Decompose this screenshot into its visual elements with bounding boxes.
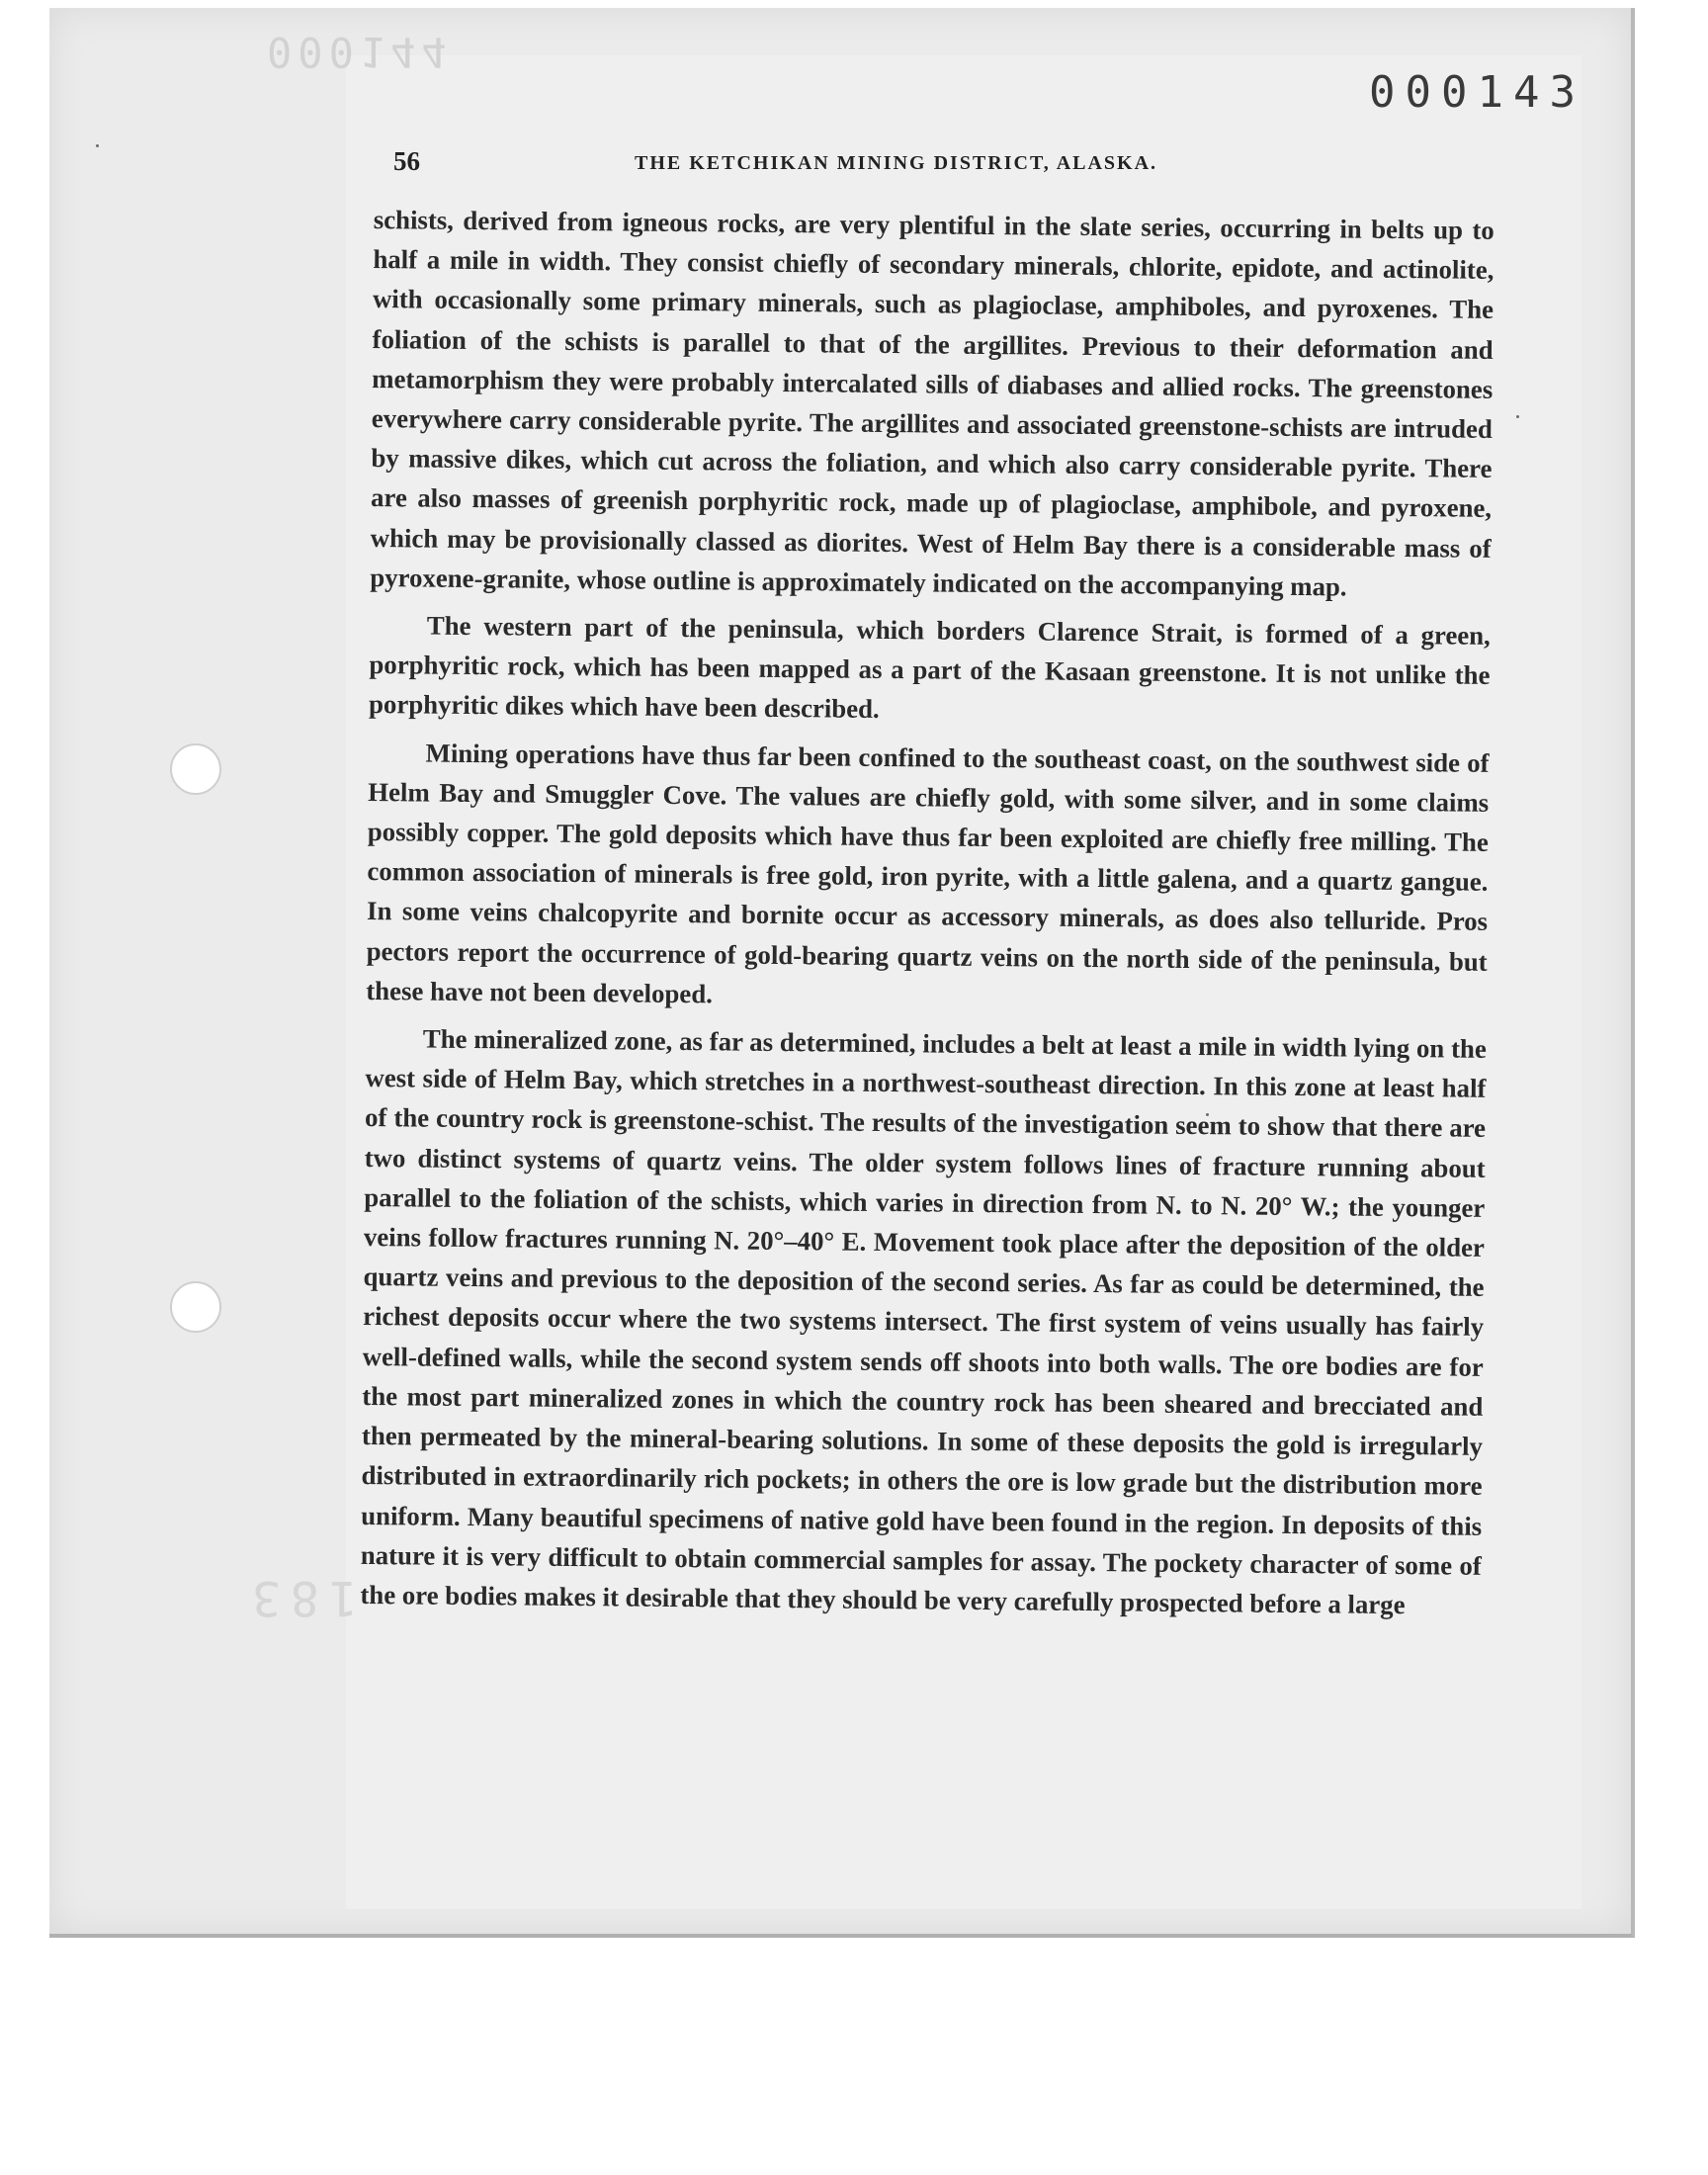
page-number: 56 [393, 146, 420, 176]
paragraph-3: Mining operations have thus far been confined to the southeast coast, on the southwest side of Helm Bay and Smuggler Cove. The values are chiefly gold, with some silver, and in some claims possibly copper. The gold deposits which have thus far been exploited are chiefly free milling. The common association of minerals is free gold, iron pyrite, with a little galena, and a quartz gangue. In some veins chalcopyrite and bornite occur as accessory minerals, as does also telluride. Pros pectors report the occurrence of gold-bearing quartz veins on the north side of the peninsula, but these have not been developed. [366, 738, 1490, 1009]
paragraph-2: The western part of the peninsula, which borders Clarence Strait, is formed of a green, porphyritic rock, which has been mapped as a part of the Kasaan greenstone. It is not unlike the porphyritic dikes which have been described. [368, 610, 1491, 725]
scan-speck [1516, 415, 1519, 418]
binder-hole-bottom [170, 1281, 221, 1333]
bleed-through-number-side: 183 [242, 1570, 358, 1625]
scan-speck [96, 144, 99, 147]
body-text [360, 200, 1494, 1633]
page-header [393, 146, 1253, 186]
bleed-through-number-top: 000144 [267, 28, 453, 76]
running-title: THE KETCHIKAN MINING DISTRICT, ALASKA. [635, 152, 1158, 174]
paragraph-1: schists, derived from igneous rocks, are very plentiful in the slate series, occurring in belts up to half a mile in width. They consist chiefly of secondary minerals, chlorite, epidote, and actinolite, with occasionally some primary minerals, such as plagioclase, amphiboles, and pyroxenes. The foliation of the schists is parallel to that of the argillites. Previous to their deformation and metamorphism they were probably intercalated sills of diabases and allied rocks. The greenstones everywhere carry considerable pyrite. The argillites and associated greenstone-schists are intruded by massive dikes, which cut across the foliation, and which also carry considerable pyrite. There are also masses of greenish porphyritic rock, made up of plagioclase, amphibole, and pyroxene, which may be provisionally classed as diorites. West of Helm Bay there is a considerable mass of pyroxene-granite, whose outline is approximately indicated on the accompanying map. [370, 204, 1494, 602]
page-stamp-number: 000143 [1369, 67, 1585, 118]
binder-hole-top [170, 743, 221, 795]
paragraph-4: The mineralized zone, as far as determined, includes a belt at least a mile in width lying on the west side of Helm Bay, which stretches in a northwest-southeast direction. In this zone at least half of the country rock is greenstone-schist. The results of the investigation seem to show that there are two distinct systems of quartz veins. The older system follows lines of fracture running about parallel to the foliation of the schists, which varies in direction from N. to N. 20° W.; the younger veins follow fractures running N. 20°–40° E. Movement took place after the deposition of the older quartz veins and previous to the deposition of the second series. As far as could be determined, the richest deposits occur where the two systems intersect. The first system of veins usually has fairly well-defined walls, while the second system sends off shoots into both walls. The ore bodies are for the most part mineralized zones in which the country rock has been sheared and brecciated and then permeated by the mineral-bearing solutions. In some of these deposits the gold is irregularly distributed in extraordinarily rich pockets; in others the ore is low grade but the distribution more uniform. Many beautiful specimens of native gold have been found in the region. In deposits of this nature it is very difficult to obtain commercial samples for assay. The pockety character of some of the ore bodies makes it desirable that they should be very carefully prospected before a large [360, 1023, 1487, 1619]
